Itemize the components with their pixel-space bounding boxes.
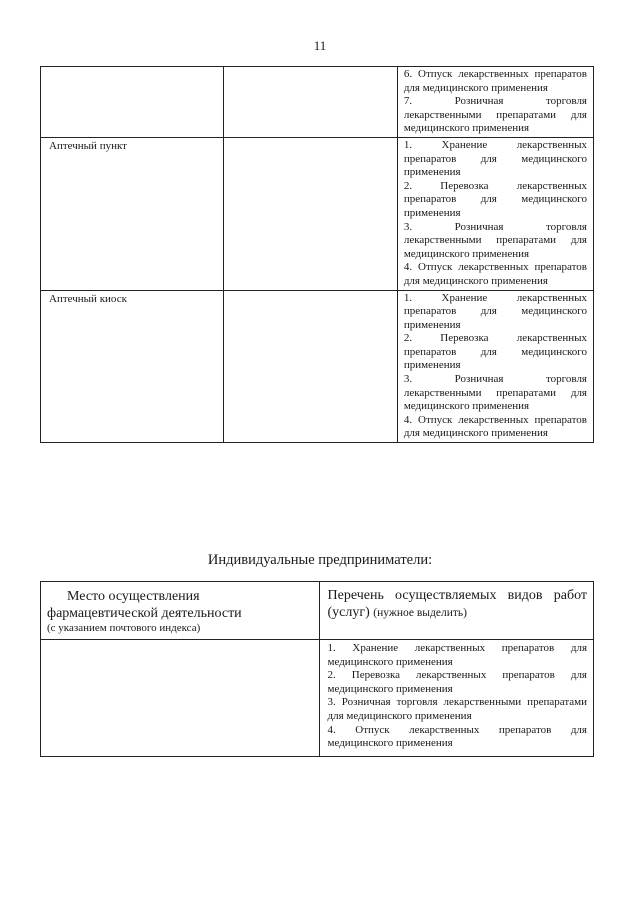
place-cell: Аптечный пункт [41,137,224,290]
service-item[interactable]: 2. Перевозка лекарственных препаратов для медицинского применения [327,669,587,695]
service-item[interactable]: 1. Хранение лекарственных препаратов для медицинского применения [403,138,587,179]
address-cell [224,67,398,138]
page-number: 11 [313,38,327,53]
service-item[interactable]: 3. Розничная торговля лекарственными препаратами для медицинского применения [403,220,587,260]
services-header-note: (нужное выделить) [373,607,467,619]
place-header-note: (с указанием почтового индекса) [47,622,201,634]
address-cell [224,290,398,443]
place-header [41,582,320,640]
services-header-text [328,587,587,622]
service-item[interactable]: 1. Хранение лекарственных препаратов для медицинского применения [403,291,587,331]
service-item[interactable]: 4. Отпуск лекарственных препаратов для медицинского применения [327,723,587,750]
section-heading: Индивидуальные предприниматели: [207,552,433,568]
table-header-row [41,582,594,640]
services-header [319,582,593,640]
service-item[interactable]: 4. Отпуск лекарственных препаратов для медицинского применения [403,261,587,287]
services-header-main: Перечень осуществляемых видов работ (услуг) [327,588,587,620]
services-cell [319,640,593,757]
entrepreneurs-table [40,581,594,757]
service-item[interactable]: 3. Розничная торговля лекарственными препаратами для медицинского применения [403,373,587,413]
place-header-line: Место осуществления [67,589,200,604]
service-item[interactable]: 2. Перевозка лекарственных препаратов для медицинского применения [403,332,587,372]
service-item[interactable]: 3. Розничная торговля лекарственными препаратами для медицинского применения [327,696,587,722]
address-cell [224,137,398,290]
service-item[interactable]: 4. Отпуск лекарственных препаратов для медицинского применения [403,413,587,440]
table-row [41,290,594,443]
services-cell [397,290,593,443]
place-header-line: фармацевтической деятельности [47,606,242,621]
organizations-table [40,66,594,443]
table-row [41,67,594,138]
service-item[interactable]: 1. Хранение лекарственных препаратов для медицинского применения [327,642,587,668]
service-item[interactable]: 2. Перевозка лекарственных препаратов для медицинского применения [403,179,587,219]
services-cell [397,67,593,138]
place-cell [41,67,224,138]
services-cell [397,137,593,290]
place-cell: Аптечный киоск [41,290,224,443]
service-item[interactable]: 7. Розничная торговля лекарственными препаратами для медицинского применения [403,95,587,135]
service-item[interactable]: 6. Отпуск лекарственных препаратов для медицинского применения [403,68,587,94]
table-row [41,640,594,757]
table-row [41,137,594,290]
address-cell[interactable] [41,640,320,757]
